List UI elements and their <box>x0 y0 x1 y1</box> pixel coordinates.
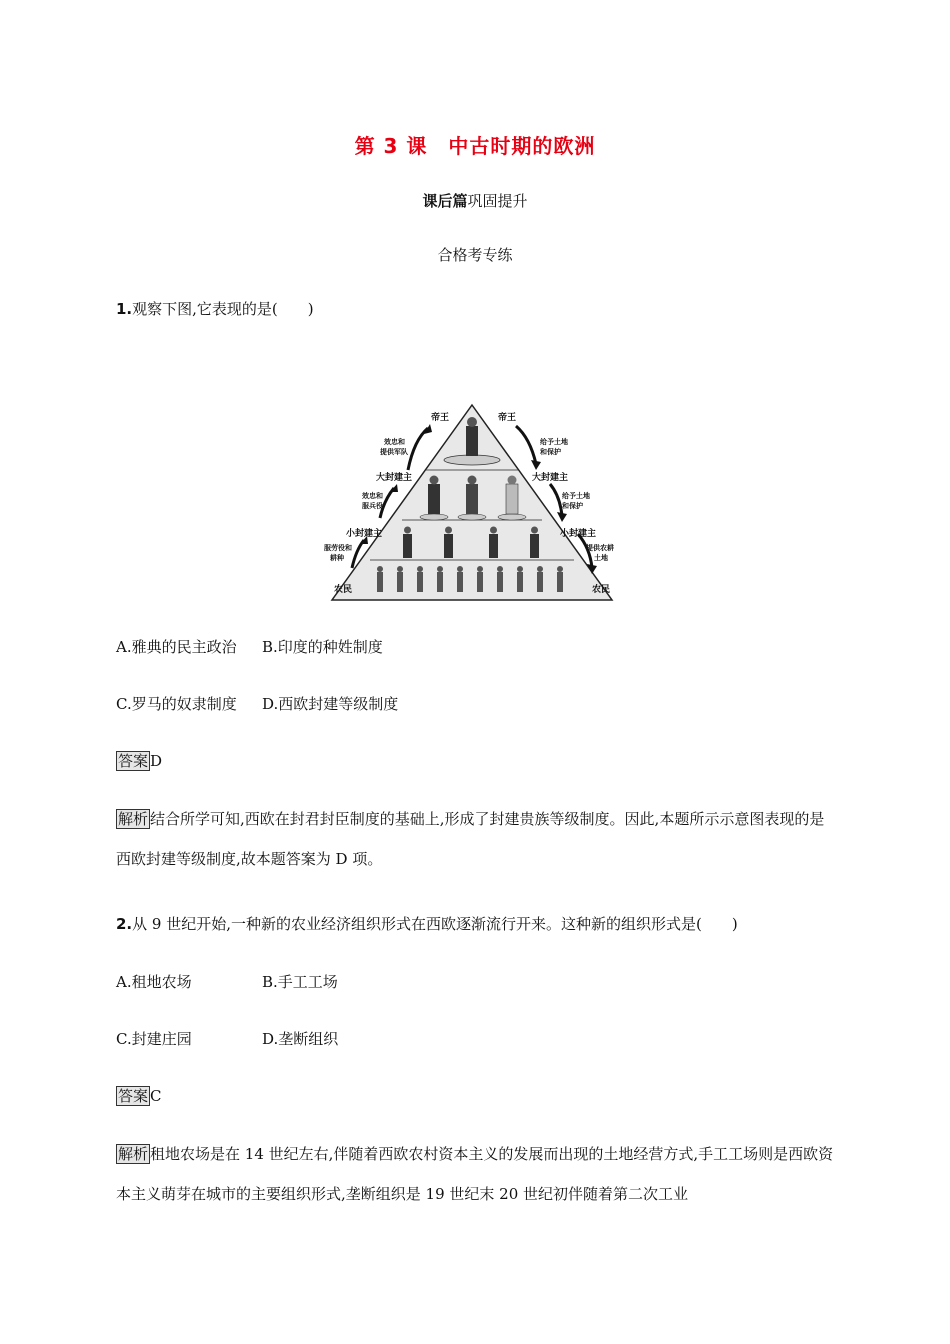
label-small-lord-right: 小封建主 <box>560 529 597 539</box>
arrow-label-l3a: 服劳役和 <box>324 544 352 552</box>
subtitle-bold: 课后篇 <box>422 192 468 210</box>
question-2-stem: 从 9 世纪开始,一种新的农业经济组织形式在西欧逐渐流行开来。这种新的组织形式是( ) <box>132 915 738 933</box>
q2-answer <box>116 1086 162 1106</box>
q1-explanation-text: 结合所学可知,西欧在封君封臣制度的基础上,形成了封建贵族等级制度。因此,本题所示示意图表现的是西欧封建等级制度,故本题答案为 D 项。 <box>116 810 825 868</box>
q1-option-b[interactable]: B.印度的种姓制度 <box>262 638 383 656</box>
pyramid-diagram <box>322 400 622 605</box>
arrow-label-r2b: 和保护 <box>562 502 583 510</box>
label-small-lord-left: 小封建主 <box>346 529 383 539</box>
label-peasant-left: 农民 <box>334 585 353 595</box>
q1-option-a[interactable]: A.雅典的民主政治 <box>116 638 237 656</box>
arrow-label-l3b: 耕种 <box>330 554 344 562</box>
page-title: 第 3 课 中古时期的欧洲 <box>354 134 596 158</box>
label-king-left: 帝王 <box>431 413 450 423</box>
arrow-label-r1b: 和保护 <box>540 448 561 456</box>
q2-option-c[interactable]: C.封建庄园 <box>116 1030 192 1048</box>
explanation-tag: 解析 <box>118 1145 149 1163</box>
arrow-label-r2a: 给予土地 <box>562 492 590 500</box>
label-king-right: 帝王 <box>498 413 517 423</box>
section-heading: 合格考专练 <box>437 246 513 264</box>
question-1-options-row-1 <box>116 636 383 657</box>
question-2-options-row-1 <box>116 971 338 992</box>
answer-tag: 答案 <box>118 1087 149 1105</box>
q1-answer-value: D <box>150 752 163 770</box>
arrow-label-r3b: 土地 <box>594 554 608 562</box>
q2-option-b[interactable]: B.手工工场 <box>262 973 338 991</box>
page-subtitle <box>0 190 950 211</box>
arrow-label-l2b: 服兵役 <box>362 502 383 510</box>
feudal-hierarchy-figure <box>322 400 622 605</box>
q1-explanation <box>116 799 836 879</box>
question-2-options-row-2 <box>116 1028 338 1049</box>
label-great-lord-right: 大封建主 <box>532 473 569 483</box>
arrow-label-l1b: 提供军队 <box>380 448 408 456</box>
label-peasant-right: 农民 <box>592 585 611 595</box>
q2-option-d[interactable]: D.垄断组织 <box>262 1030 339 1048</box>
question-1 <box>116 298 314 319</box>
q2-option-a[interactable]: A.租地农场 <box>116 973 192 991</box>
subtitle-rest: 巩固提升 <box>467 192 528 210</box>
question-1-options-row-2 <box>116 693 398 714</box>
label-great-lord-left: 大封建主 <box>376 473 413 483</box>
q2-explanation-text: 租地农场是在 14 世纪左右,伴随着西欧农村资本主义的发展而出现的土地经营方式,手工工场则是西欧资本主义萌芽在城市的主要组织形式,垄断组织是 19 世纪末 20 世纪初伴随着第二次工业 <box>116 1145 834 1203</box>
q2-answer-value: C <box>150 1087 162 1105</box>
question-1-number: 1. <box>116 300 133 318</box>
q1-option-d[interactable]: D.西欧封建等级制度 <box>262 695 399 713</box>
q1-answer <box>116 751 162 771</box>
arrow-label-r3a: 提供农耕 <box>586 544 614 552</box>
q2-explanation <box>116 1134 836 1214</box>
arrow-label-l2a: 效忠和 <box>362 492 383 500</box>
question-2-number: 2. <box>116 915 133 933</box>
question-2 <box>116 913 738 934</box>
great-lords-figures <box>420 476 526 521</box>
answer-tag: 答案 <box>118 752 149 770</box>
arrow-label-r1a: 给予土地 <box>540 438 568 446</box>
q1-option-c[interactable]: C.罗马的奴隶制度 <box>116 695 237 713</box>
arrow-label-l1a: 效忠和 <box>384 438 405 446</box>
question-1-stem: 观察下图,它表现的是( ) <box>132 300 314 318</box>
explanation-tag: 解析 <box>118 810 149 828</box>
